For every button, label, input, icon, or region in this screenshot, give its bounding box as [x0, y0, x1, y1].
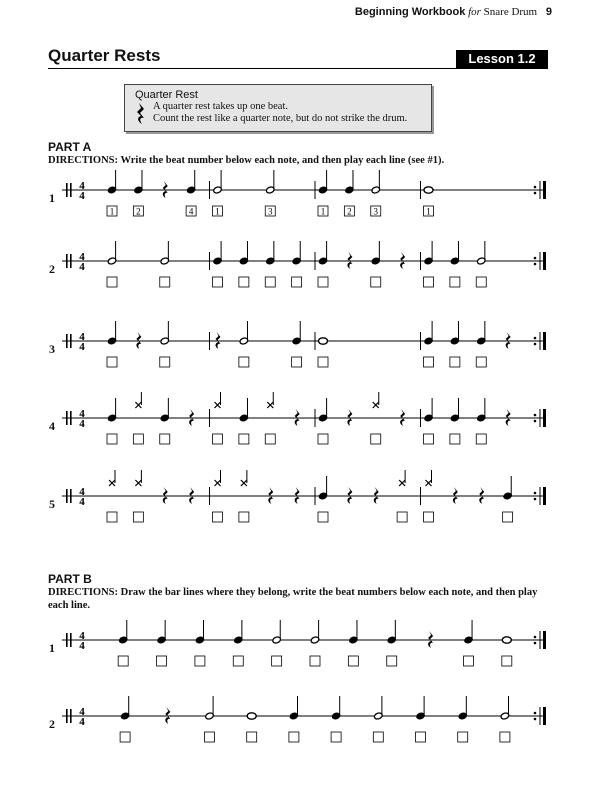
part-b-directions: DIRECTIONS: Draw the bar lines where they belong, write the beat numbers below each note, and then play each line. [48, 587, 538, 611]
beat-number-box [107, 277, 117, 287]
beat-number-box [160, 434, 170, 444]
beat-number: 1 [426, 206, 431, 217]
beat-number-box [373, 732, 383, 742]
header-book-for: for [468, 6, 481, 18]
beat-number-box [107, 357, 117, 367]
beat-number-box [265, 277, 275, 287]
time-signature-bottom: 4 [79, 716, 85, 728]
repeat-dot [534, 257, 537, 260]
beat-number-box [424, 434, 434, 444]
beat-number-box [195, 656, 205, 666]
beat-number-box [213, 434, 223, 444]
repeat-dot [534, 186, 537, 189]
beat-number-box [387, 656, 397, 666]
percussion-clef [66, 489, 68, 503]
beat-number: 1 [109, 206, 115, 217]
whole-note [319, 338, 328, 344]
whole-note [247, 713, 256, 719]
part-a-heading: PART A [48, 140, 92, 154]
beat-number-box [239, 277, 249, 287]
time-signature-top: 4 [79, 331, 85, 343]
repeat-dot [534, 192, 537, 195]
beat-number-box [416, 732, 426, 742]
header-book-instrument: Snare Drum [483, 6, 538, 18]
exercise-a1-staff [62, 168, 546, 228]
exercise-a4-staff [62, 396, 546, 456]
beat-number: 2 [136, 206, 141, 217]
beat-number-box [476, 277, 486, 287]
final-barline-thick [543, 332, 546, 350]
beat-number-box [424, 277, 434, 287]
repeat-dot [534, 263, 537, 266]
exercise-a5-staff [62, 474, 546, 534]
beat-number-box [450, 357, 460, 367]
percussion-clef [70, 709, 72, 723]
beat-number-box [107, 512, 117, 522]
beat-number-box [348, 656, 358, 666]
beat-number-box [371, 434, 381, 444]
time-signature-top: 4 [79, 180, 85, 192]
time-signature-bottom: 4 [79, 261, 85, 273]
beat-number-box [450, 277, 460, 287]
beat-number-box [424, 357, 434, 367]
beat-number-box [476, 357, 486, 367]
beat-number: 4 [188, 206, 194, 217]
final-barline-thick [543, 631, 546, 649]
percussion-clef [70, 411, 72, 425]
beat-number-box [450, 434, 460, 444]
beat-number-box [331, 732, 341, 742]
time-signature-bottom: 4 [79, 341, 85, 353]
beat-number-box [265, 434, 275, 444]
line-number: 4 [49, 419, 55, 433]
beat-number: 1 [215, 206, 220, 217]
running-header [355, 6, 552, 18]
beat-number-box [160, 277, 170, 287]
beat-number-box [247, 732, 257, 742]
beat-number-box [318, 434, 328, 444]
beat-number-box [160, 357, 170, 367]
beat-number: 2 [347, 206, 352, 217]
time-signature-top: 4 [79, 251, 85, 263]
final-barline-thick [543, 707, 546, 725]
time-signature-top: 4 [79, 706, 85, 718]
part-a-directions: DIRECTIONS: Write the beat number below each note, and then play each line (see #1). [48, 155, 445, 166]
beat-number-box [157, 656, 167, 666]
exercise-b2-staff [62, 694, 546, 754]
beat-number-box [239, 357, 249, 367]
percussion-clef [66, 411, 68, 425]
percussion-clef [70, 489, 72, 503]
beat-number-box [476, 434, 486, 444]
beat-number-box [133, 434, 143, 444]
beat-number: 3 [268, 206, 273, 217]
beat-number-box [318, 357, 328, 367]
beat-number-box [239, 512, 249, 522]
time-signature-bottom: 4 [79, 496, 85, 508]
lesson-badge: Lesson 1.2 [456, 50, 548, 68]
beat-number-box [292, 277, 302, 287]
final-barline-thick [543, 181, 546, 199]
time-signature-bottom: 4 [79, 418, 85, 430]
final-barline-thick [543, 252, 546, 270]
percussion-clef [66, 709, 68, 723]
time-signature-bottom: 4 [79, 190, 85, 202]
beat-number-box [205, 732, 215, 742]
time-signature-top: 4 [79, 486, 85, 498]
final-barline-thick [543, 409, 546, 427]
page-title: Quarter Rests [48, 46, 161, 65]
time-signature-top: 4 [79, 630, 85, 642]
beat-number-box [233, 656, 243, 666]
percussion-clef [70, 334, 72, 348]
repeat-dot [534, 420, 537, 423]
repeat-dot [534, 636, 537, 639]
line-number: 2 [49, 717, 55, 731]
page-number: 9 [545, 6, 552, 18]
time-signature-top: 4 [79, 408, 85, 420]
final-barline-thick [543, 487, 546, 505]
beat-number-box [463, 656, 473, 666]
part-b-heading: PART B [48, 572, 92, 586]
percussion-clef [70, 183, 72, 197]
repeat-dot [534, 343, 537, 346]
exercise-b1-staff [62, 618, 546, 678]
percussion-clef [66, 633, 68, 647]
repeat-dot [534, 642, 537, 645]
line-number: 3 [49, 342, 55, 356]
percussion-clef [66, 334, 68, 348]
beat-number: 1 [320, 206, 326, 217]
beat-number-box [118, 656, 128, 666]
exercise-a3-staff [62, 319, 546, 379]
beat-number-box [120, 732, 130, 742]
line-number: 1 [49, 191, 55, 205]
beat-number-box [310, 656, 320, 666]
beat-number: 3 [373, 206, 378, 217]
beat-number-box [502, 656, 512, 666]
whole-note [424, 187, 433, 193]
beat-number-box [458, 732, 468, 742]
percussion-clef [66, 254, 68, 268]
beat-number-box [289, 732, 299, 742]
repeat-dot [534, 414, 537, 417]
repeat-dot [534, 492, 537, 495]
percussion-clef [70, 254, 72, 268]
quarter-rest-info-box [124, 84, 432, 132]
beat-number-box [371, 277, 381, 287]
beat-number-box [213, 277, 223, 287]
repeat-dot [534, 337, 537, 340]
beat-number-box [424, 512, 434, 522]
line-number: 2 [49, 262, 55, 276]
header-book-title: Beginning Workbook [354, 6, 466, 18]
beat-number-box [107, 434, 117, 444]
beat-number-box [500, 732, 510, 742]
whole-note [502, 637, 511, 643]
beat-number-box [397, 512, 407, 522]
line-number: 1 [49, 641, 55, 655]
beat-number-box [133, 512, 143, 522]
repeat-dot [534, 498, 537, 501]
line-number: 5 [49, 497, 55, 511]
info-heading: Quarter Rest [135, 89, 198, 101]
percussion-clef [70, 633, 72, 647]
percussion-clef [66, 183, 68, 197]
beat-number-box [239, 434, 249, 444]
quarter-rest-icon [135, 102, 147, 130]
info-line-1: A quarter rest takes up one beat. [153, 101, 288, 112]
beat-number-box [318, 277, 328, 287]
time-signature-bottom: 4 [79, 640, 85, 652]
info-line-2: Count the rest like a quarter note, but do not strike the drum. [153, 113, 408, 124]
beat-number-box [272, 656, 282, 666]
title-rule [48, 68, 548, 69]
beat-number-box [318, 512, 328, 522]
beat-number-box [213, 512, 223, 522]
beat-number-box [292, 357, 302, 367]
repeat-dot [534, 712, 537, 715]
exercise-a2-staff [62, 239, 546, 299]
repeat-dot [534, 718, 537, 721]
beat-number-box [503, 512, 513, 522]
